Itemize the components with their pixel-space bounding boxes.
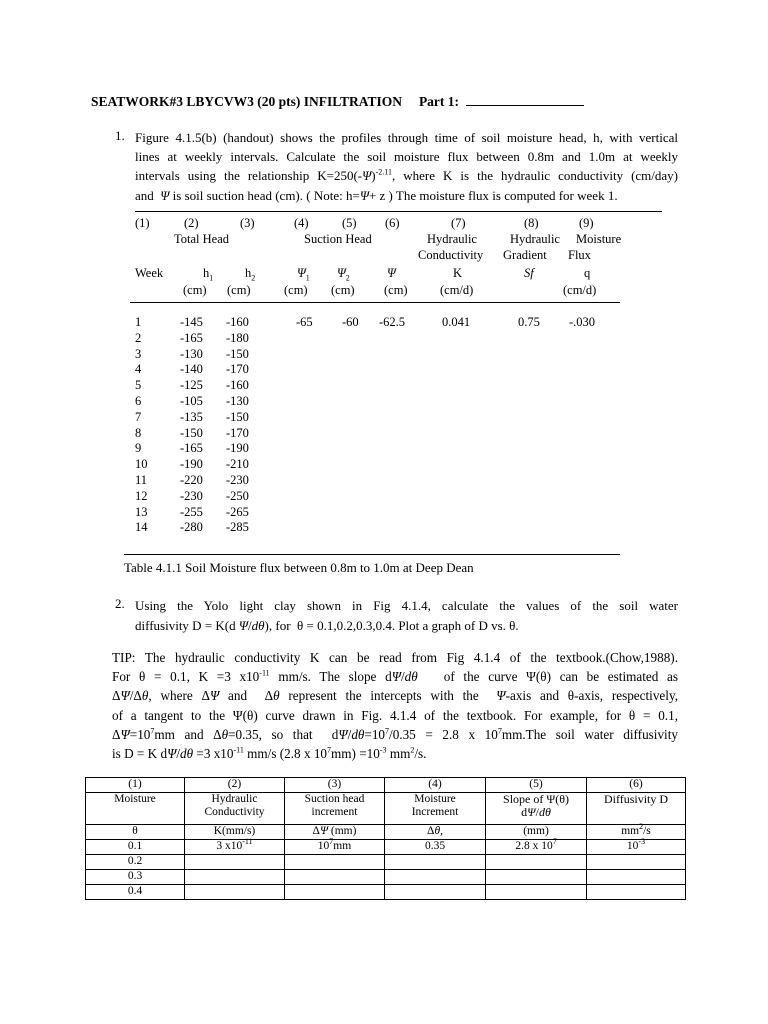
table-row	[86, 840, 686, 855]
t2-unit-theta: θ	[86, 825, 185, 840]
t1-unit-q: (cm/d)	[563, 283, 597, 297]
t1-colnum-1: (1)	[135, 216, 150, 230]
t1-hdr-q: q	[584, 266, 591, 280]
t1-hdr-sf: Sf	[524, 266, 534, 280]
t1-colnum-7: (7)	[451, 216, 466, 230]
t1-cell-week: 3	[135, 346, 142, 361]
t1-cell-sf: 0.75	[518, 315, 540, 329]
t2-cell: 0.35	[385, 840, 486, 855]
t1-cell-h2: -150	[226, 409, 249, 424]
t1-hdr-hyd-cond-1: Hydraulic	[427, 232, 477, 246]
t1-cell-week: 4	[135, 362, 142, 377]
t1-cell-h2: -265	[226, 504, 249, 519]
table1-top-rule	[135, 211, 662, 212]
t2-cell[interactable]: 0.4	[86, 885, 185, 900]
table1-caption: Table 4.1.1 Soil Moisture flux between 0.8m to 1.0m at Deep Dean	[124, 560, 474, 575]
t1-cell-h2: -230	[226, 473, 249, 487]
t2-unit-d: $mm^2/s$	[587, 825, 686, 840]
t2-cell: $10^{-3}$	[587, 840, 686, 855]
q1-line-4: and Ψ is soil suction head (cm). ( Note: h=Ψ+ z ) The moisture flux is computed for week 1.	[135, 187, 618, 203]
t1-cell-h1: -220	[180, 473, 203, 487]
tip-line-5: $\Delta\Psi=10^7mm$ and Δθ=0.35, so that $d\Psi/d\theta=10^7/0.35 = 2.8$ x $10^7mm.The$ soil water diffusivity	[112, 726, 678, 742]
t1-unit-psi2: (cm)	[331, 283, 355, 297]
t2-cell[interactable]	[385, 885, 486, 900]
t1-cell-h1: -255	[180, 504, 203, 519]
q2-line-1: Using the Yolo light clay shown in Fig 4.1.4, calculate the values of the soil water	[135, 598, 678, 613]
t1-unit-h2: (cm)	[227, 283, 251, 297]
title-text: SEATWORK#3 LBYCVW3 (20 pts) INFILTRATION	[91, 94, 403, 109]
t1-colnum-6: (6)	[385, 216, 400, 230]
t1-cell-psi: -62.5	[379, 315, 406, 329]
q1-text	[135, 128, 678, 205]
t1-cell-week: 13	[135, 504, 148, 519]
t1-cell-h2: -250	[226, 488, 249, 503]
table-row	[86, 855, 686, 870]
t2-cell[interactable]	[486, 855, 587, 870]
t2-hdr-moisture: Moisture	[86, 793, 185, 825]
tip-paragraph	[112, 648, 678, 763]
t1-hdr-psi2: $\Psi_2$	[337, 266, 350, 283]
t1-cell-h1: -135	[180, 409, 203, 424]
t1-cell-week: 10	[135, 457, 148, 472]
t1-cell-h1: -105	[180, 394, 203, 408]
tip-line-3: ΔΨ/Δθ, where ΔΨ and Δθ represent the intercepts with the Ψ-axis and θ-axis, respectively,	[112, 688, 678, 704]
t2-cell[interactable]	[486, 870, 587, 885]
t1-cell-h1: -140	[180, 362, 203, 377]
t2-hdr-hydraulic: Hydraulic Conductivity	[185, 793, 285, 825]
t2-cell[interactable]	[285, 885, 385, 900]
t1-cell-h2: -210	[226, 457, 249, 472]
t1-cell-h1: -190	[180, 457, 203, 472]
t2-unit-slope: (mm)	[486, 825, 587, 840]
t2-cell[interactable]	[385, 855, 486, 870]
t1-cell-week: 8	[135, 425, 142, 440]
t2-unit-k: K(mm/s)	[185, 825, 285, 840]
t2-cell[interactable]	[587, 885, 686, 900]
t1-cell-h1: -165	[180, 441, 203, 456]
t1-colnum-5: (5)	[342, 216, 357, 230]
t2-colnum-2: (2)	[185, 778, 285, 793]
t2-cell[interactable]	[486, 885, 587, 900]
tip-line-2: For θ = 0.1, K =3 $x10^{-11}$ mm/s. The slope dΨ/dθ of the curve Ψ(θ) can be estimated as	[112, 668, 678, 685]
part-label: Part 1:	[418, 94, 460, 109]
t1-cell-h1: -130	[180, 346, 203, 361]
q2-line-2: diffusivity D = K(d Ψ/dθ), for θ = 0.1,0.2,0.3,0.4. Plot a graph of D vs. θ.	[135, 618, 519, 633]
t2-units-row	[86, 825, 686, 840]
t1-cell-week: 5	[135, 378, 142, 393]
t1-colnum-2: (2)	[184, 216, 199, 230]
t1-cell-week: 1	[135, 315, 142, 329]
t1-cell-h2: -285	[226, 520, 249, 535]
t1-cell-h2: -190	[226, 441, 249, 456]
t2-cell[interactable]: 0.2	[86, 855, 185, 870]
t1-cell-week: 12	[135, 488, 148, 503]
t1-unit-psi: (cm)	[384, 283, 408, 297]
t1-cell-psi1: -65	[296, 315, 313, 329]
t1-cell-h1: -165	[180, 330, 203, 345]
table-row	[86, 885, 686, 900]
t1-cell-h1: -230	[180, 488, 203, 503]
t1-cell-h1: -150	[180, 425, 203, 440]
t2-cell: 2.8 x $10^7$	[486, 840, 587, 855]
t2-colnum-row	[86, 778, 686, 793]
t1-cell-week: 2	[135, 330, 142, 345]
t1-colnum-4: (4)	[294, 216, 309, 230]
t2-hdr-suction: Suction head increment	[285, 793, 385, 825]
t1-hdr-hyd-cond-2: Conductivity	[418, 248, 484, 262]
t1-hdr-k: K	[453, 266, 463, 280]
t2-colnum-3: (3)	[285, 778, 385, 793]
tip-line-1: TIP: The hydraulic conductivity K can be read from Fig 4.1.4 of the textbook.(Chow,1988).	[112, 650, 678, 665]
t1-colnum-3: (3)	[240, 216, 255, 230]
page-title	[91, 93, 584, 110]
t1-cell-h2: -160	[226, 315, 249, 329]
tip-line-6: is D = K dΨ/dθ =3 $x10^{-11}$ mm/s (2.8 x $10^7mm) =10^{-3}$ $mm^2/s$.	[112, 745, 427, 762]
t1-cell-h2: -170	[226, 362, 249, 377]
t1-cell-h1: -125	[180, 378, 203, 393]
t1-group-total-head: Total Head	[174, 232, 230, 246]
t1-unit-psi1: (cm)	[284, 283, 308, 297]
q1-line-2: lines at weekly intervals. Calculate the soil moisture flux between 0.8m and 1.0m at weekly	[135, 149, 678, 165]
t2-hdr-slope: Slope of Ψ(θ) dΨ/dθ	[486, 793, 587, 825]
t2-cell[interactable]	[285, 870, 385, 885]
diffusivity-table	[85, 777, 686, 900]
t2-cell[interactable]	[185, 870, 285, 885]
t1-cell-week: 14	[135, 520, 148, 535]
t1-hdr-h1: $h_1$	[203, 266, 214, 283]
t1-hdr-hyd-grad-1: Hydraulic	[510, 232, 560, 246]
t2-colnum-6: (6)	[587, 778, 686, 793]
t2-cell[interactable]: 0.3	[86, 870, 185, 885]
table1-header-rule	[130, 302, 620, 303]
t2-cell[interactable]	[185, 855, 285, 870]
t1-colnum-9: (9)	[579, 216, 594, 230]
t1-cell-h2: -130	[226, 394, 249, 408]
t1-hdr-h2: $h_2$	[245, 266, 256, 283]
t1-cell-week: 7	[135, 409, 142, 424]
t2-header-row	[86, 793, 686, 825]
t1-cell-h2: -150	[226, 346, 249, 361]
t1-hdr-psi: Ψ	[387, 266, 396, 280]
t1-cell-h2: -180	[226, 330, 249, 345]
t2-cell[interactable]	[587, 870, 686, 885]
t2-colnum-4: (4)	[385, 778, 486, 793]
t2-cell: 3 $x10^{-11}$	[185, 840, 285, 855]
q1-line-3: intervals using the relationship $K=250(-\Psi)^{-2.11}$, where K is the hydraulic conductivity (cm/day)	[135, 168, 679, 184]
t1-cell-psi2: -60	[342, 315, 359, 329]
t1-hdr-psi1: $\Psi_1$	[297, 266, 310, 283]
t1-hdr-week: Week	[135, 266, 164, 280]
t1-cell-h1: -145	[180, 315, 203, 329]
t1-hdr-hyd-grad-2: Gradient	[503, 248, 547, 262]
q1-line-1: Figure 4.1.5(b) (handout) shows the profiles through time of soil moisture head, h, with vertical	[135, 130, 678, 145]
t1-unit-h1: (cm)	[183, 283, 207, 297]
t2-colnum-1: (1)	[86, 778, 185, 793]
t1-cell-week: 6	[135, 394, 142, 408]
t1-unit-k: (cm/d)	[440, 283, 474, 297]
t2-unit-dpsi: ΔΨ (mm)	[285, 825, 385, 840]
t2-cell[interactable]	[385, 870, 486, 885]
t2-cell[interactable]	[285, 855, 385, 870]
t1-cell-week: 11	[135, 473, 148, 487]
t1-cell-h1: -280	[180, 520, 203, 535]
t1-hdr-flux-1: Moisture	[576, 232, 622, 246]
t1-colnum-8: (8)	[524, 216, 539, 230]
t1-cell-week: 9	[135, 441, 142, 456]
table-row	[86, 870, 686, 885]
t2-hdr-moist-inc: Moisture Increment	[385, 793, 486, 825]
tip-line-4: of a tangent to the Ψ(θ) curve drawn in Fig. 4.1.4 of the textbook. For example, for θ = 0.1,	[112, 707, 678, 723]
q2-text	[135, 596, 678, 636]
t1-cell-k: 0.041	[442, 315, 471, 329]
t1-hdr-flux-2: Flux	[568, 248, 591, 262]
t2-cell: $10^7mm$	[285, 840, 385, 855]
t2-unit-dtheta: Δθ,	[385, 825, 486, 840]
t2-cell[interactable]	[185, 885, 285, 900]
part-answer-blank	[466, 93, 584, 106]
t2-hdr-diffusivity: Diffusivity D	[587, 793, 686, 825]
t2-cell: 0.1	[86, 840, 185, 855]
t1-group-suction-head: Suction Head	[304, 232, 372, 246]
t2-cell[interactable]	[587, 855, 686, 870]
table1-bottom-rule	[124, 554, 620, 555]
t2-colnum-5: (5)	[486, 778, 587, 793]
t1-cell-h2: -170	[226, 425, 249, 440]
q2-number: 2.	[115, 596, 125, 611]
q1-number: 1.	[115, 128, 125, 143]
t1-cell-q: -.030	[569, 315, 596, 329]
t1-cell-h2: -160	[226, 378, 249, 393]
